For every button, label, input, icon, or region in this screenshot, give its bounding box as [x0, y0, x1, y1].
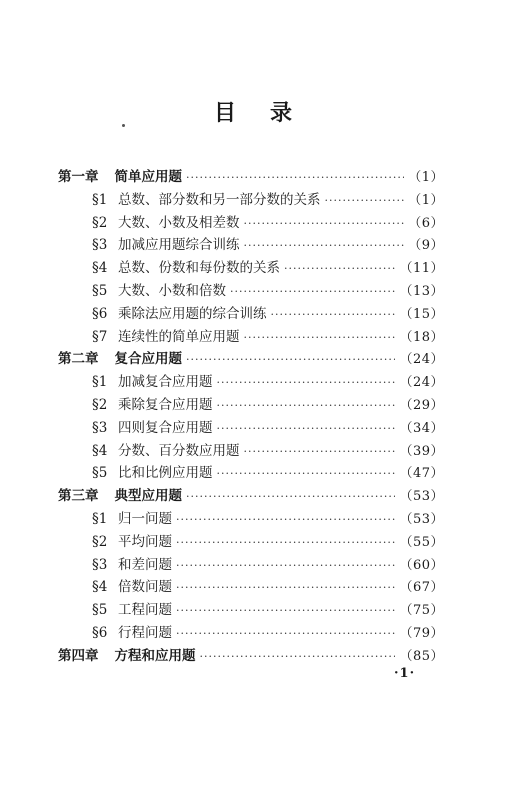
page-reference: （18）	[399, 329, 444, 345]
dot-leader	[244, 235, 405, 258]
chapter-title: 方程和应用题	[114, 647, 196, 664]
section-title: 平均问题	[118, 533, 172, 550]
chapter-title: 简单应用题	[114, 169, 182, 185]
section-number: §1	[92, 191, 108, 208]
page-reference: （11）	[399, 261, 444, 277]
page-reference: （53）	[399, 489, 444, 505]
toc-section-row	[58, 462, 444, 485]
page-reference: （60）	[399, 557, 444, 573]
page-reference: （9）	[408, 238, 444, 254]
page-reference: （55）	[399, 534, 444, 550]
toc-chapter-row	[58, 645, 444, 668]
section-title: 工程问题	[118, 602, 172, 619]
dot-leader	[244, 327, 396, 350]
toc-section-row	[58, 189, 444, 212]
dot-leader	[186, 349, 395, 372]
toc-heading-char-2: 录	[270, 101, 293, 126]
dot-leader	[176, 509, 395, 532]
dot-leader	[176, 532, 395, 555]
table-of-contents	[58, 166, 444, 668]
dot-leader	[217, 418, 396, 441]
dot-leader	[176, 600, 395, 623]
section-number: §5	[92, 602, 108, 619]
page-reference: （79）	[399, 625, 444, 641]
dot-leader	[217, 395, 396, 418]
section-title: 行程问题	[118, 624, 172, 641]
section-number: §4	[92, 579, 108, 596]
page-reference: （47）	[399, 466, 444, 482]
toc-section-row	[58, 531, 444, 554]
page-reference: （24）	[399, 352, 444, 368]
section-number: §1	[92, 510, 108, 527]
dot-leader	[230, 281, 395, 304]
dot-leader	[176, 555, 395, 578]
page-reference: （6）	[408, 215, 444, 231]
page-reference: （34）	[399, 420, 444, 436]
page-reference: （29）	[399, 397, 444, 413]
section-title: 倍数问题	[118, 579, 172, 596]
toc-section-row	[58, 234, 444, 257]
dot-leader	[186, 486, 395, 509]
section-title: 四则复合应用题	[118, 419, 213, 436]
section-title: 总数、份数和每份数的关系	[118, 260, 280, 277]
chapter-number: 第三章	[58, 488, 99, 505]
page-reference: （67）	[399, 580, 444, 596]
section-number: §2	[92, 533, 108, 550]
toc-section-row	[58, 212, 444, 235]
section-title: 大数、小数及相差数	[118, 214, 240, 231]
section-title: 归一问题	[118, 510, 172, 527]
section-title: 总数、部分数和另一部分数的关系	[118, 191, 321, 208]
dot-leader	[244, 213, 405, 236]
section-title: 连续性的简单应用题	[118, 328, 240, 345]
toc-section-row	[58, 599, 444, 622]
chapter-title: 典型应用题	[114, 488, 182, 505]
dot-leader	[200, 646, 396, 669]
section-title: 乘除法应用题的综合训练	[118, 305, 267, 322]
section-number: §5	[92, 282, 108, 299]
toc-section-row	[58, 326, 444, 349]
section-number: §3	[92, 556, 108, 573]
section-number: §6	[92, 624, 108, 641]
page-reference: （13）	[399, 283, 444, 299]
toc-chapter-row	[58, 485, 444, 508]
section-number: §6	[92, 305, 108, 322]
page-reference: （24）	[399, 375, 444, 391]
chapter-number: 第一章	[58, 169, 99, 185]
section-title: 和差问题	[118, 556, 172, 573]
dot-leader	[325, 190, 405, 213]
toc-heading-char-1: 目	[213, 101, 236, 126]
page-reference: （75）	[399, 603, 444, 619]
page-reference: （39）	[399, 443, 444, 459]
chapter-title: 复合应用题	[114, 351, 182, 368]
section-title: 乘除复合应用题	[118, 396, 213, 413]
toc-chapter-row	[58, 348, 444, 371]
chapter-number: 第二章	[58, 351, 99, 368]
print-speck	[122, 124, 125, 127]
section-title: 加减应用题综合训练	[118, 237, 240, 254]
section-number: §2	[92, 214, 108, 231]
toc-chapter-row	[58, 166, 444, 189]
dot-leader	[217, 463, 396, 486]
toc-section-row	[58, 280, 444, 303]
section-title: 大数、小数和倍数	[118, 282, 226, 299]
section-number: §2	[92, 396, 108, 413]
dot-leader	[217, 372, 396, 395]
dot-leader	[244, 441, 396, 464]
toc-section-row	[58, 440, 444, 463]
toc-section-row	[58, 508, 444, 531]
toc-section-row	[58, 576, 444, 599]
section-number: §1	[92, 374, 108, 391]
section-title: 分数、百分数应用题	[118, 442, 240, 459]
toc-section-row	[58, 622, 444, 645]
section-number: §5	[92, 465, 108, 482]
page-reference: （53）	[399, 511, 444, 527]
toc-section-row	[58, 257, 444, 280]
toc-section-row	[58, 371, 444, 394]
dot-leader	[284, 258, 395, 281]
toc-section-row	[58, 394, 444, 417]
toc-section-row	[58, 554, 444, 577]
dot-leader	[176, 623, 395, 646]
section-title: 比和比例应用题	[118, 465, 213, 482]
chapter-number: 第四章	[58, 647, 99, 664]
section-number: §7	[92, 328, 108, 345]
toc-heading	[0, 96, 506, 127]
toc-section-row	[58, 417, 444, 440]
section-number: §3	[92, 237, 108, 254]
dot-leader	[271, 304, 396, 327]
page-reference: （1）	[408, 170, 444, 185]
toc-section-row	[58, 303, 444, 326]
page-number: ·1·	[394, 666, 416, 681]
section-title: 加减复合应用题	[118, 374, 213, 391]
section-number: §3	[92, 419, 108, 436]
dot-leader	[176, 577, 395, 600]
page-reference: （85）	[399, 648, 444, 664]
section-number: §4	[92, 442, 108, 459]
dot-leader	[186, 167, 404, 190]
page-reference: （15）	[399, 306, 444, 322]
page-reference: （1）	[408, 192, 444, 208]
section-number: §4	[92, 260, 108, 277]
